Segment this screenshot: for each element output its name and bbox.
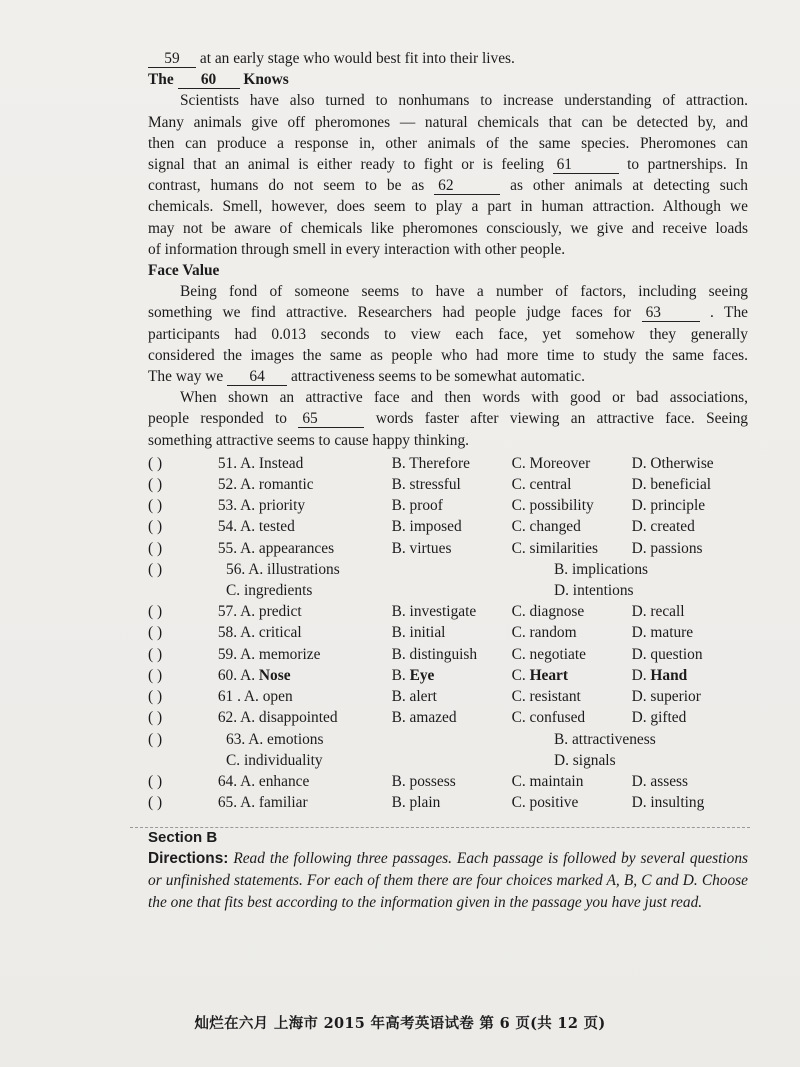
- divider: [130, 827, 750, 828]
- paragraph-line: The way we 64 attractiveness seems to be somewhat automatic.: [148, 368, 585, 386]
- paragraph-line: something we find attractive. Researchers had people judge faces for 63 . The: [148, 304, 748, 322]
- option-row-53: ( ) 53. A. priority B. proof C. possibility D. principle: [148, 497, 706, 515]
- blank-61: 61: [553, 157, 619, 174]
- blank-63: 63: [642, 305, 700, 322]
- section-b-title: Section B: [148, 829, 218, 847]
- paragraph-line: Many animals give off pheromones — natural chemicals that can be detected by, and: [148, 113, 748, 131]
- option-row-54: ( ) 54. A. tested B. imposed C. changed D. created: [148, 518, 695, 536]
- paragraph-line: something attractive seems to cause happy thinking.: [148, 431, 469, 449]
- paragraph-line: chemicals. Smell, however, does seem to play a part in human attraction. Although we: [148, 198, 748, 216]
- paragraph-line: contrast, humans do not seem to be as 62 as other animals at detecting such: [148, 177, 748, 195]
- option-row-63-cont: C. individuality D. signals: [226, 751, 616, 769]
- blank-62: 62: [434, 178, 500, 195]
- sentence-line: 59 at an early stage who would best fit into their lives.: [148, 48, 748, 69]
- section-heading-face-value: Face Value: [148, 262, 220, 280]
- paragraph-line: Scientists have also turned to nonhumans to increase understanding of attraction.: [180, 92, 748, 110]
- option-row-58: ( ) 58. A. critical B. initial C. random D. mature: [148, 624, 694, 642]
- blank-59: 59: [148, 51, 196, 68]
- option-row-57: ( ) 57. A. predict B. investigate C. diagnose D. recall: [148, 603, 685, 621]
- option-row-52: ( ) 52. A. romantic B. stressful C. central D. beneficial: [148, 476, 712, 494]
- option-row-59: ( ) 59. A. memorize B. distinguish C. negotiate D. question: [148, 645, 703, 663]
- option-row-61: ( ) 61 . A. open B. alert C. resistant D. superior: [148, 688, 701, 706]
- option-row-55: ( ) 55. A. appearances B. virtues C. similarities D. passions: [148, 539, 703, 557]
- option-row-51: ( ) 51. A. Instead B. Therefore C. Moreover D. Otherwise: [148, 454, 714, 472]
- paragraph-line: of information through smell in every interaction with other people.: [148, 240, 566, 258]
- option-row-65: ( ) 65. A. familiar B. plain C. positive D. insulting: [148, 794, 705, 812]
- blank-60: 60: [178, 72, 240, 89]
- paragraph-line: signal that an animal is either ready to fight or is feeling 61 to partnerships. In: [148, 156, 748, 174]
- paragraph-line: people responded to 65 words faster after viewing an attractive face. Seeing: [148, 410, 748, 428]
- option-row-64: ( ) 64. A. enhance B. possess C. maintain D. assess: [148, 772, 689, 790]
- paragraph-line: participants had 0.013 seconds to view each face, yet somehow they generally: [148, 325, 748, 343]
- paragraph-line: may not be aware of chemicals like pheromones consciously, we give and receive loads: [148, 219, 748, 237]
- option-row-56: ( ) 56. A. illustrations B. implications: [148, 560, 649, 578]
- document-body: [148, 48, 748, 913]
- blank-64: 64: [227, 369, 287, 386]
- section-b-directions: Directions: Read the following three passages. Each passage is followed by several questions or unfinished statements. For each of them there are four choices marked A, B, C and D. Choose the one that fits best according to the information given in the passage you have just read.: [148, 850, 748, 911]
- option-row-62: ( ) 62. A. disappointed B. amazed C. confused D. gifted: [148, 709, 687, 727]
- blank-65: 65: [298, 411, 364, 428]
- answer-options: [148, 453, 748, 813]
- paragraph-line: then can produce a response in, other animals of the same species. Pheromones can: [148, 134, 748, 152]
- page-footer: 灿烂在六月 上海市 2015 年高考英语试卷 第 6 页(共 12 页): [194, 1015, 606, 1032]
- paragraph-line: When shown an attractive face and then words with good or bad associations,: [180, 389, 748, 407]
- option-row-63: ( ) 63. A. emotions B. attractiveness: [148, 730, 656, 748]
- option-row-60: ( ) 60. A. Nose B. Eye C. Heart D. Hand: [148, 666, 688, 684]
- section-heading-knows: The 60 Knows: [148, 71, 289, 89]
- option-row-56-cont: C. ingredients D. intentions: [226, 582, 634, 600]
- paragraph-line: considered the images the same as people who had more time to study the same faces.: [148, 346, 748, 364]
- paragraph-line: Being fond of someone seems to have a number of factors, including seeing: [180, 283, 748, 301]
